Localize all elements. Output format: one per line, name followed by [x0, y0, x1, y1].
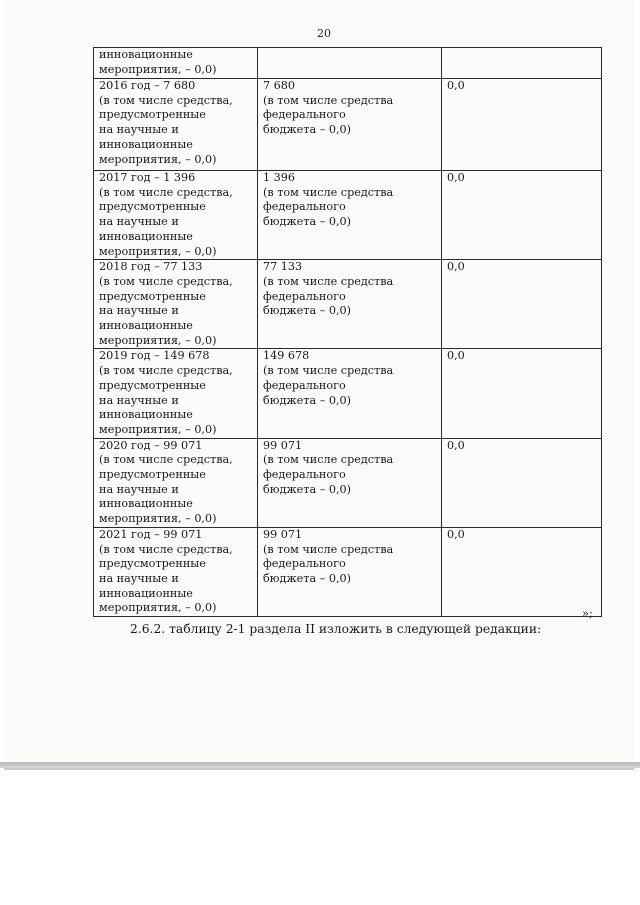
table-cell-federal [258, 48, 442, 79]
table-cell-federal: 77 133 (в том числе средства федерального бюджета – 0,0) [258, 260, 442, 349]
table-cell-federal: 1 396 (в том числе средства федерального бюджета – 0,0) [258, 171, 442, 260]
table-row [94, 260, 602, 349]
table-row [94, 171, 602, 260]
table-cell-total: 2019 год – 149 678 (в том числе средства, предусмотренные на научные и инновационные мероприятия, – 0,0) [94, 349, 258, 438]
table-cell-total: инновационные мероприятия, – 0,0) [94, 48, 258, 79]
amendment-instruction: 2.6.2. таблицу 2-1 раздела II изложить в следующей редакции: [130, 622, 542, 636]
table-cell-federal: 7 680 (в том числе средства федерального бюджета – 0,0) [258, 79, 442, 171]
table-cell-federal: 99 071 (в том числе средства федерального бюджета – 0,0) [258, 527, 442, 616]
table-cell-total: 2016 год – 7 680 (в том числе средства, предусмотренные на научные и инновационные мероприятия, – 0,0) [94, 79, 258, 171]
table-cell-other: 0,0 [442, 438, 602, 527]
table-row [94, 79, 602, 171]
table-cell-federal: 149 678 (в том числе средства федерального бюджета – 0,0) [258, 349, 442, 438]
table-cell-federal: 99 071 (в том числе средства федерального бюджета – 0,0) [258, 438, 442, 527]
funding-table [93, 47, 602, 617]
table-cell-other: 0,0 [442, 79, 602, 171]
paper-bottom-edge [0, 762, 640, 768]
table-cell-other: 0,0 [442, 349, 602, 438]
table-cell-total: 2020 год – 99 071 (в том числе средства, предусмотренные на научные и инновационные мероприятия, – 0,0) [94, 438, 258, 527]
page-number: 20 [317, 27, 331, 40]
table-cell-other: 0,0 [442, 171, 602, 260]
table-row [94, 438, 602, 527]
table-row [94, 349, 602, 438]
table-cell-total: 2017 год – 1 396 (в том числе средства, предусмотренные на научные и инновационные мероприятия, – 0,0) [94, 171, 258, 260]
table-cell-other: 0,0 [442, 527, 602, 616]
table-cell-total: 2018 год – 77 133 (в том числе средства, предусмотренные на научные и инновационные мероприятия, – 0,0) [94, 260, 258, 349]
table-cell-other [442, 48, 602, 79]
table-cell-other: 0,0 [442, 260, 602, 349]
table-row [94, 48, 602, 79]
table-cell-total: 2021 год – 99 071 (в том числе средства, предусмотренные на научные и инновационные мероприятия, – 0,0) [94, 527, 258, 616]
closing-quote: »; [582, 606, 593, 620]
table-row [94, 527, 602, 616]
